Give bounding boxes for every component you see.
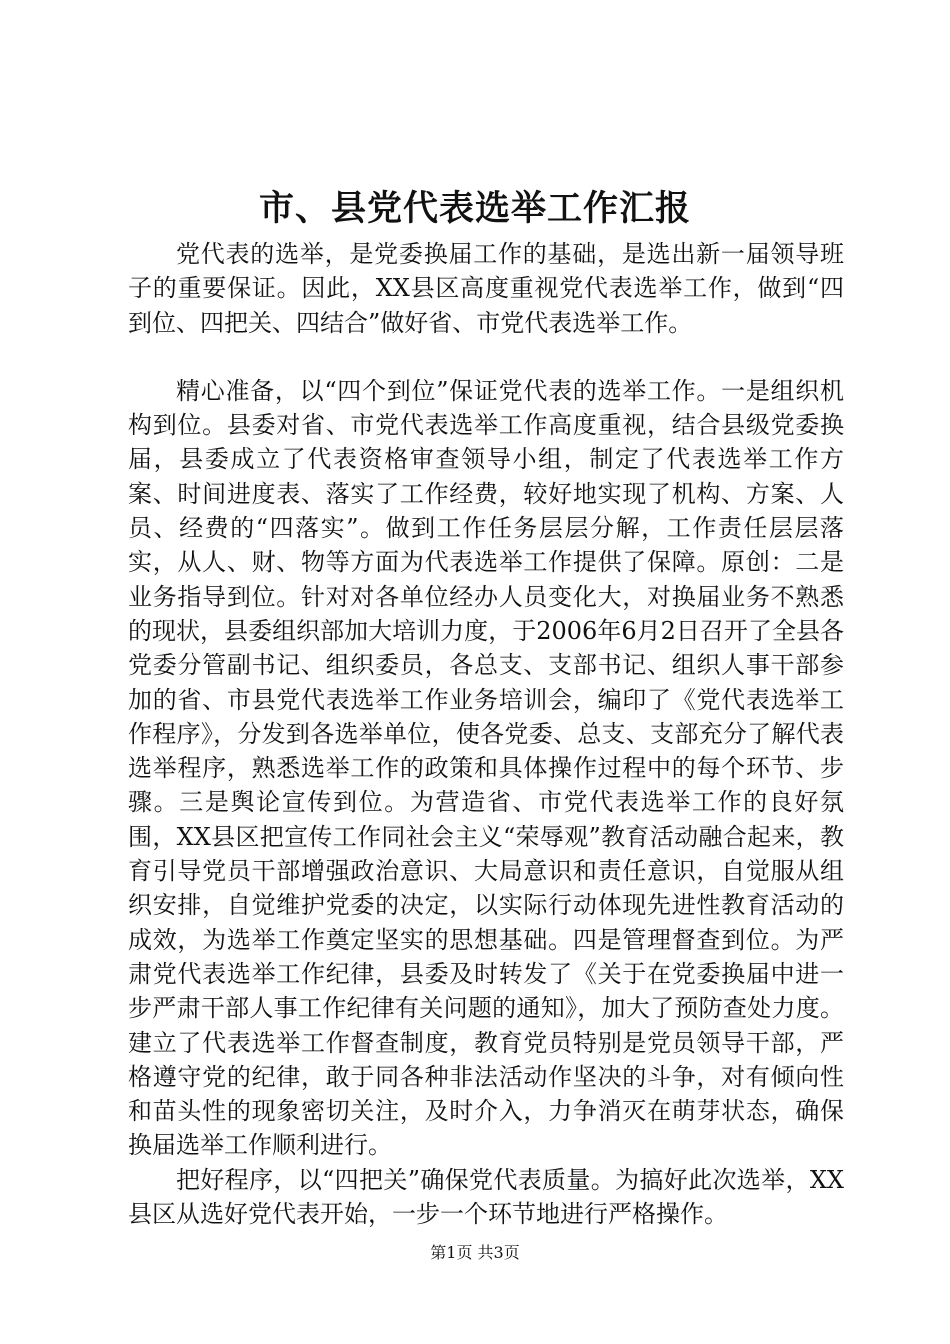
paragraph-intro: 党代表的选举，是党委换届工作的基础，是选出新一届领导班子的重要保证。因此，XX县区高度重视党代表选举工作，做到“四到位、四把关、四结合”做好省、市党代表选举工作。 bbox=[128, 240, 844, 337]
paragraph-preparation: 精心准备，以“四个到位”保证党代表的选举工作。一是组织机构到位。县委对省、市党代表选举工作高度重视，结合县级党委换届，县委成立了代表资格审查领导小组，制定了代表选举工作方案、时间进度表、落实了工作经费，较好地实现了机构、方案、人员、经费的“四落实”。做到工作任务层层分解，工作责任层层落实，从人、财、物等方面为代表选举工作提供了保障。原创：二是业务指导到位。针对对各单位经办人员变化大，对换届业务不熟悉的现状，县委组织部加大培训力度，于2006年6月2日召开了全县各党委分管副书记、组织委员，各总支、支部书记、组织人事干部参加的省、市县党代表选举工作业务培训会，编印了《党代表选举工作程序》，分发到各选举单位，使各党委、总支、支部充分了解代表选举程序，熟悉选举工作的政策和具体操作过程中的每个环节、步骤。三是舆论宣传到位。为营造省、市党代表选举工作的良好氛围，XX县区把宣传工作同社会主义“荣辱观”教育活动融合起来，教育引导党员干部增强政治意识、大局意识和责任意识，自觉服从组织安排，自觉维护党委的决定，以实际行动体现先进性教育活动的成效，为选举工作奠定坚实的思想基础。四是管理督查到位。为严肃党代表选举工作纪律，县委及时转发了《关于在党委换届中进一步严肃干部人事工作纪律有关问题的通知》，加大了预防查处力度。建立了代表选举工作督查制度，教育党员特别是党员领导干部，严格遵守党的纪律，敢于同各种非法活动作坚决的斗争，对有倾向性和苗头性的现象密切关注，及时介入，力争消灭在萌芽状态，确保换届选举工作顺利进行。 bbox=[128, 376, 844, 1160]
paragraph-procedure: 把好程序，以“四把关”确保党代表质量。为搞好此次选举，XX县区从选好党代表开始，一步一个环节地进行严格操作。 bbox=[128, 1165, 844, 1229]
page-number-footer: 第1页 共3页 bbox=[430, 1243, 520, 1262]
document-title: 市、县党代表选举工作汇报 bbox=[258, 188, 691, 229]
document-body bbox=[128, 237, 844, 1231]
